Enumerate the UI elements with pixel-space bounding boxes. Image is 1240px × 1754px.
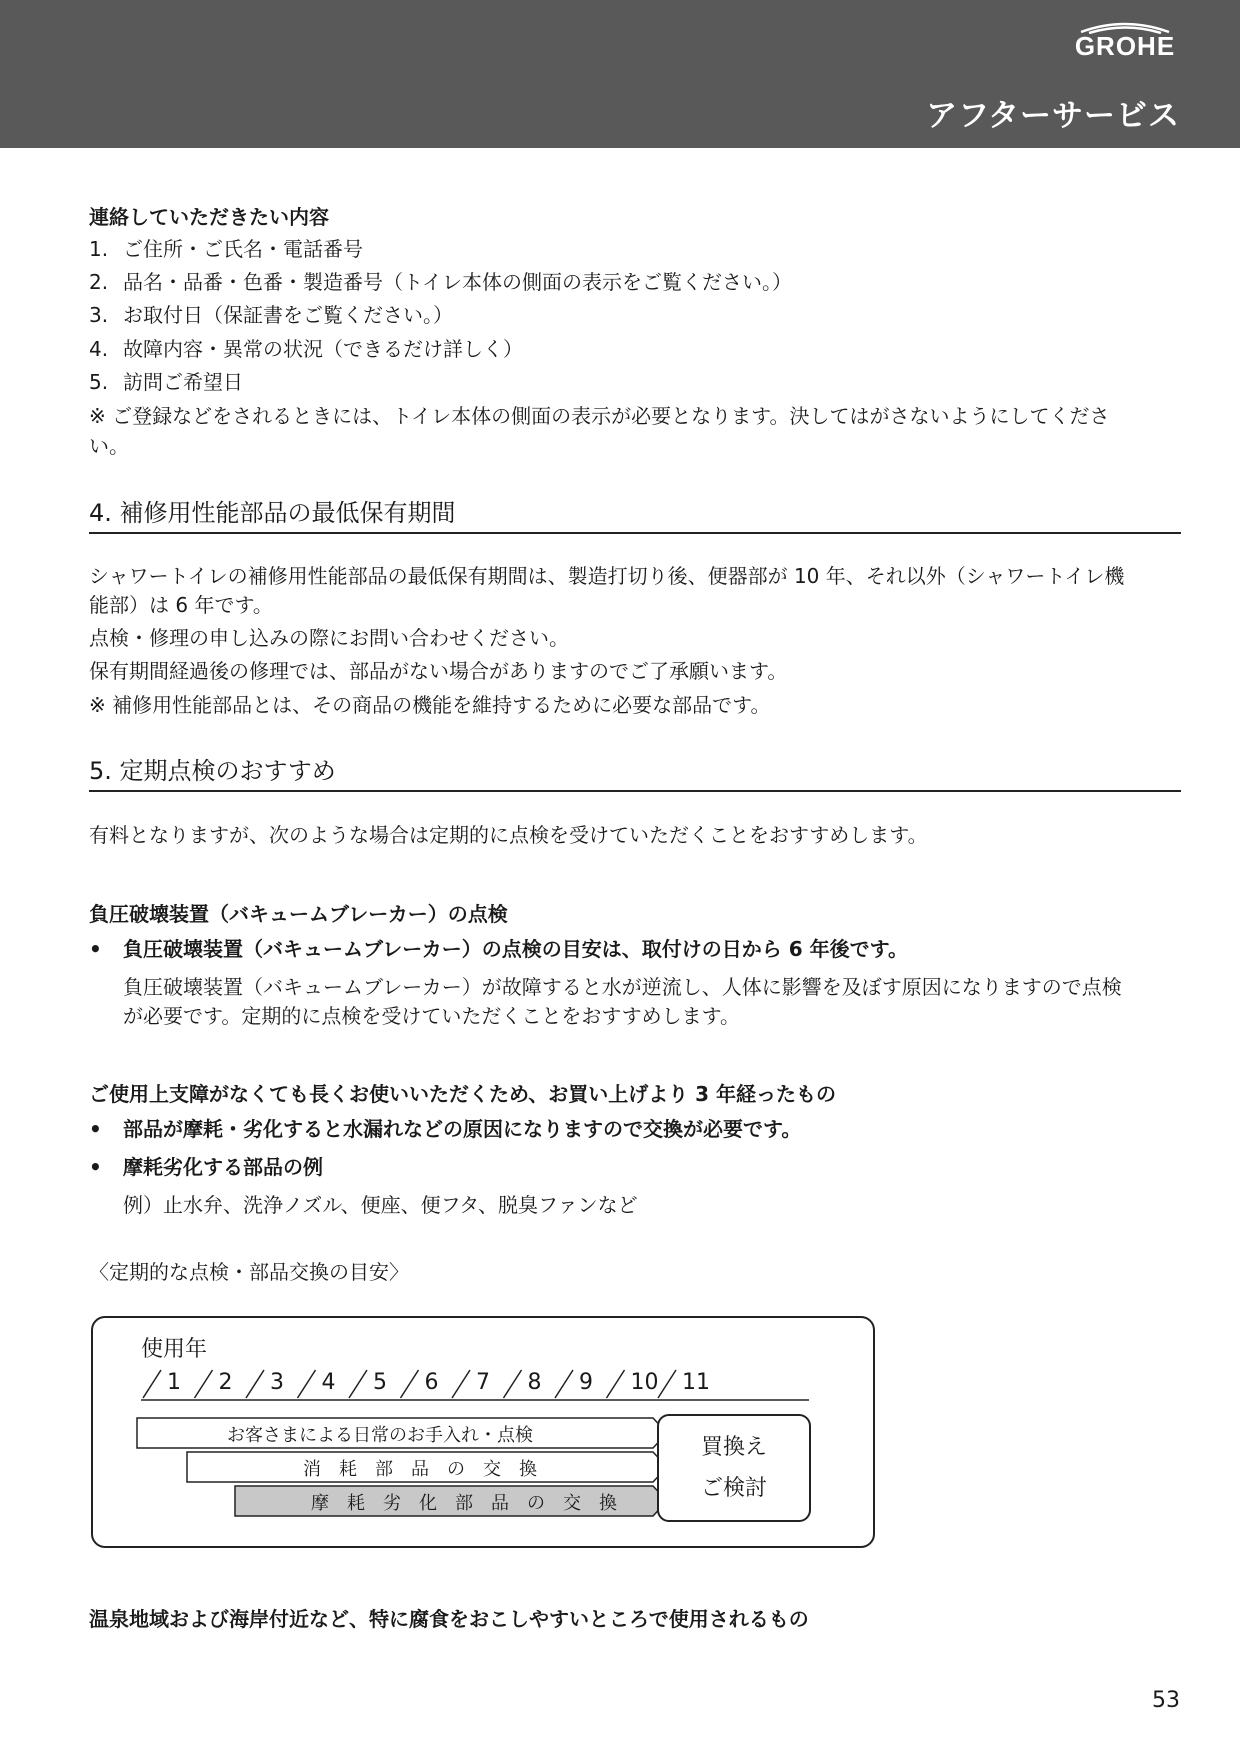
timeline-slash (658, 1370, 676, 1398)
section-5-intro: 有料となりますが、次のような場合は定期的に点検を受けていただくことをおすすめします。 (89, 823, 928, 847)
section-4-note: ※ 補修用性能部品とは、その商品の機能を維持するために必要な部品です。 (89, 693, 771, 717)
worn-parts-bar-label: 摩 耗 劣 化 部 品 の 交 換 (311, 1493, 617, 1514)
section-4-line1: シャワートイレの補修用性能部品の最低保有期間は、製造打切り後、便器部が 10 年、それ以外（シャワートイレ機 (89, 564, 1125, 588)
list-item: 4. 故障内容・異常の状況（できるだけ詳しく） (89, 337, 523, 361)
list-item: • 部品が摩耗・劣化すると水漏れなどの原因になりますので交換が必要です。 (89, 1117, 802, 1141)
timeline-slash (195, 1370, 213, 1398)
replacement-box (657, 1414, 811, 1522)
timeline-slash (401, 1370, 419, 1398)
consumable-parts-bar-label: 消 耗 部 品 の 交 換 (303, 1459, 537, 1480)
vacuum-breaker-desc1: 負圧破壊装置（バキュームブレーカー）が故障すると水が逆流し、人体に影響を及ぼす原因になりますので点検 (123, 975, 1122, 999)
contact-note-line1: ※ ご登録などをされるときには、トイレ本体の側面の表示が必要となります。決してはがさないようにしてくださ (89, 404, 1110, 428)
timeline-slash (555, 1370, 573, 1398)
page-header (0, 0, 1240, 148)
replacement-box-line2: ご検討 (700, 1476, 767, 1501)
timeline-slash (349, 1370, 367, 1398)
year-tick-label: 8 (527, 1370, 542, 1395)
contact-note-line2: い。 (89, 434, 129, 458)
replacement-box-line1: 買換え (700, 1435, 767, 1460)
vacuum-breaker-desc2: が必要です。定期的に点検を受けていただくことをおすすめします。 (123, 1004, 740, 1028)
page-title: アフターサービス (926, 98, 1180, 134)
timeline-slash (607, 1370, 625, 1398)
year-tick-label: 4 (321, 1370, 336, 1395)
section-4-title: 4. 補修用性能部品の最低保有期間 (89, 498, 1181, 534)
timeline-slash (246, 1370, 264, 1398)
year-tick-label: 5 (373, 1370, 387, 1395)
year-tick-label: 2 (218, 1370, 233, 1395)
page-number: 53 (1152, 1688, 1180, 1713)
section-4-line2: 能部）は 6 年です。 (89, 593, 273, 617)
year-tick-label: 10 (630, 1370, 659, 1395)
section-4-line3: 点検・修理の申し込みの際にお問い合わせください。 (89, 626, 569, 650)
maintenance-guide-diagram (91, 1316, 875, 1548)
hot-spring-heading: 温泉地域および海岸付近など、特に腐食をおこしやすいところで使用されるもの (89, 1607, 809, 1631)
year-tick-label: 9 (579, 1370, 593, 1395)
list-item: 3. お取付日（保証書をご覧ください。） (89, 303, 453, 327)
timeline-slash (452, 1370, 470, 1398)
year-tick-label: 1 (167, 1370, 181, 1395)
contact-heading: 連絡していただきたい内容 (89, 205, 329, 229)
year-tick-label: 11 (682, 1370, 710, 1395)
list-item: • 摩耗劣化する部品の例 (89, 1155, 323, 1179)
list-item: • 負圧破壊装置（バキュームブレーカー）の点検の目安は、取付けの日から 6 年後です。 (89, 937, 909, 961)
list-item: 5. 訪問ご希望日 (89, 370, 243, 394)
year-tick-label: 3 (270, 1370, 284, 1395)
timeline-slash (298, 1370, 316, 1398)
section-5-title: 5. 定期点検のおすすめ (89, 756, 1181, 792)
vacuum-breaker-heading: 負圧破壊装置（バキュームブレーカー）の点検 (89, 902, 508, 926)
list-item: 1. ご住所・ご氏名・電話番号 (89, 237, 363, 261)
timeline-slash (504, 1370, 522, 1398)
guide-caption: 〈定期的な点検・部品交換の目安〉 (89, 1260, 409, 1284)
years-label: 使用年 (141, 1337, 208, 1362)
daily-care-bar-label: お客さまによる日常のお手入れ・点検 (227, 1425, 533, 1446)
brand-name: GROHE (1074, 31, 1176, 61)
year-tick-label: 6 (424, 1370, 439, 1395)
year-tick-label: 7 (476, 1370, 490, 1395)
section-4-line4: 保有期間経過後の修理では、部品がない場合がありますのでご了承願います。 (89, 659, 788, 683)
timeline-slash (143, 1370, 161, 1398)
wear-parts-example: 例）止水弁、洗浄ノズル、便座、便フタ、脱臭ファンなど (123, 1193, 638, 1217)
list-item: 2. 品名・品番・色番・製造番号（トイレ本体の側面の表示をご覧ください。） (89, 270, 792, 294)
wear-parts-heading: ご使用上支障がなくても長くお使いいただくため、お買い上げより 3 年経ったもの (89, 1082, 837, 1106)
grohe-logo (1070, 20, 1180, 61)
